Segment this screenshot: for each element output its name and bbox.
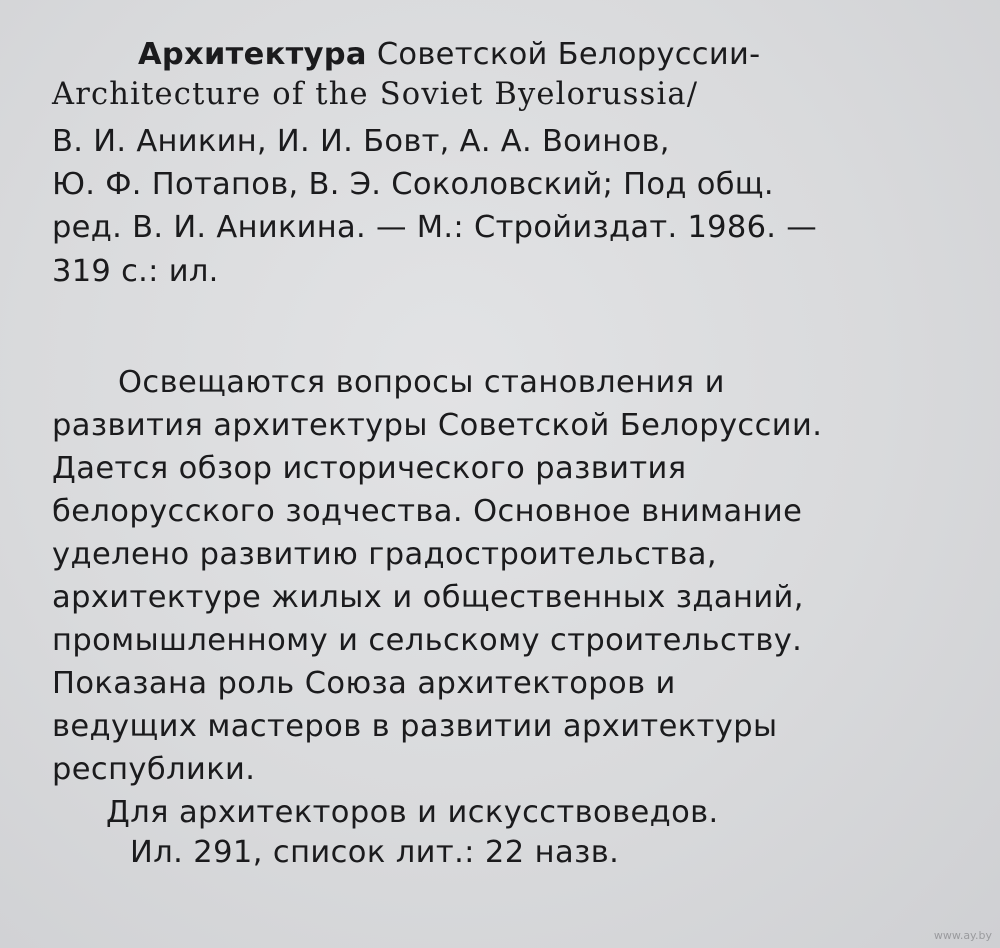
annotation-line: уделено развитию градостроительства, <box>52 537 717 572</box>
watermark: www.ay.by <box>933 929 992 942</box>
imprint-line-1: ред. В. И. Аникина. — М.: Стройиздат. 1986. — <box>52 210 818 245</box>
annotation-line: Освещаются вопросы становления и <box>118 365 725 400</box>
annotation-line: развития архитектуры Советской Белоруссии. <box>52 408 823 443</box>
illustrations-line: Ил. 291, список лит.: 22 назв. <box>130 835 620 870</box>
authors-line-1: В. И. Аникин, И. И. Бовт, А. А. Воинов, <box>52 124 670 159</box>
annotation-line: архитектуре жилых и общественных зданий, <box>52 580 804 615</box>
title-line <box>138 37 761 72</box>
annotation-line: Показана роль Союза архитекторов и <box>52 666 676 701</box>
authors-line-2: Ю. Ф. Потапов, В. Э. Соколовский; Под общ. <box>52 167 774 202</box>
annotation-line: промышленному и сельскому строительству. <box>52 623 803 658</box>
title-rest: Советской Белоруссии- <box>366 37 761 72</box>
annotation-line: белорусского зодчества. Основное внимание <box>52 494 803 529</box>
audience-line: Для архитекторов и искусствоведов. <box>106 795 719 830</box>
title-english: Architecture of the Soviet Byelorussia/ <box>52 77 699 112</box>
annotation-line: ведущих мастеров в развитии архитектуры <box>52 709 778 744</box>
title-bold: Архитектура <box>138 37 367 72</box>
annotation-line: республики. <box>52 752 256 787</box>
annotation-line: Дается обзор исторического развития <box>52 451 687 486</box>
imprint-line-2: 319 с.: ил. <box>52 254 219 289</box>
